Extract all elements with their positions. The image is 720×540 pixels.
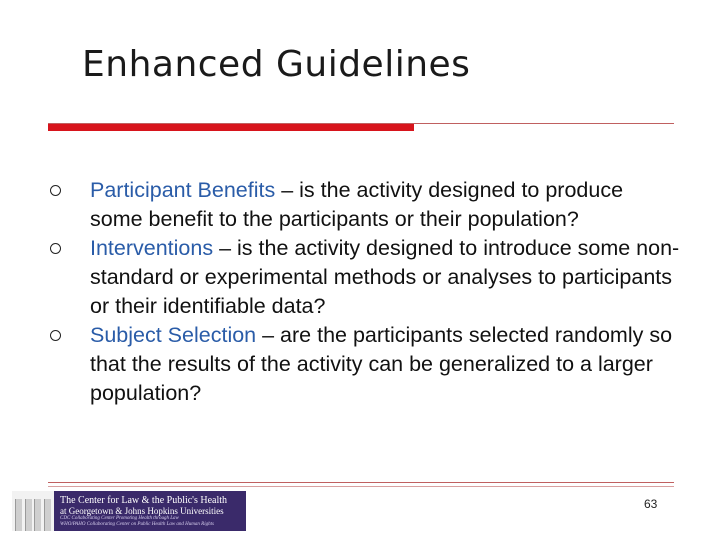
bullet-text: – are the participants selected randomly so that the results of the activity can be generalized to a larger population? bbox=[90, 323, 673, 405]
hollow-circle-bullet-icon bbox=[50, 243, 61, 254]
hollow-circle-bullet-icon bbox=[50, 185, 61, 196]
footer-divider bbox=[48, 482, 674, 483]
bullet-term: Participant Benefits bbox=[90, 178, 276, 202]
bullet-list bbox=[40, 176, 680, 408]
logo-small-line1: CDC Collaborating Center Promoting Health through Law bbox=[60, 515, 179, 521]
bullet-item bbox=[40, 234, 680, 321]
logo-line1: The Center for Law & the Public's Health bbox=[60, 494, 228, 506]
center-logo bbox=[12, 491, 246, 531]
bullet-text: – is the activity designed to introduce some non-standard or experimental methods or analyses to participants or their identifiable data? bbox=[90, 236, 680, 318]
logo-small-line2: WHO/PAHO Collaborating Center on Public Health Law and Human Rights bbox=[60, 521, 214, 527]
bullet-term: Interventions bbox=[90, 236, 214, 260]
bullet-item bbox=[40, 176, 680, 234]
logo-text-band bbox=[54, 491, 246, 531]
slide-title: Enhanced Guidelines bbox=[82, 44, 471, 85]
bullet-item bbox=[40, 321, 680, 408]
footer-divider-light bbox=[48, 486, 674, 487]
hollow-circle-bullet-icon bbox=[50, 330, 61, 341]
logo-line2: at Georgetown & Johns Hopkins Universities bbox=[60, 505, 224, 516]
bullet-text: – is the activity designed to produce some benefit to the participants or their population? bbox=[90, 178, 624, 231]
title-divider-accent bbox=[48, 124, 414, 131]
page-number: 63 bbox=[644, 497, 658, 511]
bullet-term: Subject Selection bbox=[90, 323, 257, 347]
columns-icon bbox=[12, 491, 54, 531]
